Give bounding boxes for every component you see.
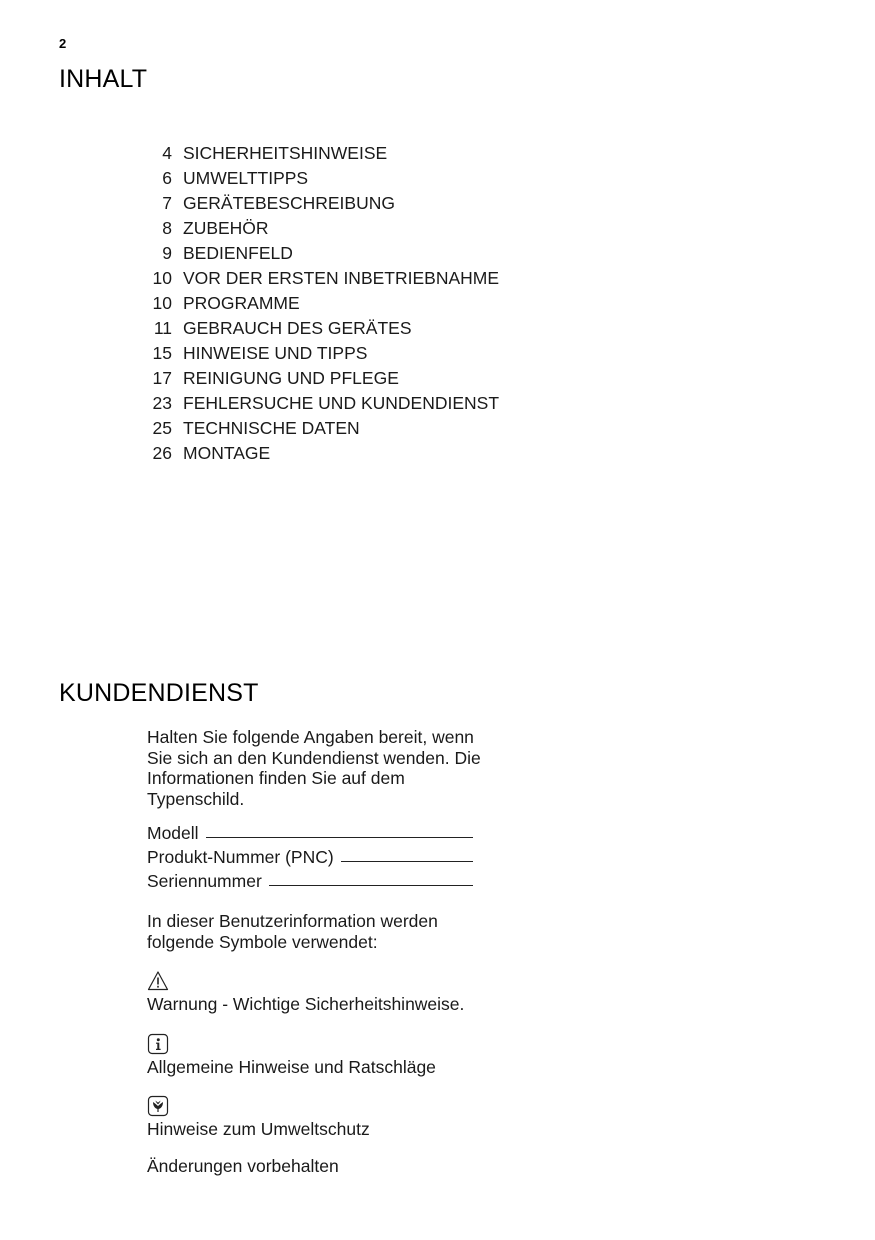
toc-page-number: 8 <box>162 218 172 238</box>
serial-label: Seriennummer <box>147 870 262 891</box>
pnc-line <box>341 861 473 862</box>
toc-entry-label: REINIGUNG UND PFLEGE <box>183 368 399 388</box>
pnc-label: Produkt-Nummer (PNC) <box>147 846 334 867</box>
toc-entry-label: GEBRAUCH DES GERÄTES <box>183 318 412 338</box>
toc-page-number: 4 <box>162 143 172 163</box>
toc-entry[interactable] <box>140 141 560 166</box>
toc-entry[interactable] <box>140 216 560 241</box>
changes-reserved-note: Änderungen vorbehalten <box>147 1155 339 1176</box>
service-intro: Halten Sie folgende Angaben bereit, wenn Sie sich an den Kundendienst wenden. Die Informationen finden Sie auf dem Typenschild. <box>147 727 481 809</box>
toc-entry[interactable] <box>140 166 560 191</box>
toc-entry[interactable] <box>140 416 560 441</box>
toc-entry-label: SICHERHEITSHINWEISE <box>183 143 388 163</box>
toc-page-number: 25 <box>152 418 172 438</box>
model-field <box>147 819 473 843</box>
toc-entry-label: GERÄTEBESCHREIBUNG <box>183 193 395 213</box>
symbols-intro: In dieser Benutzerinformation werden folgende Symbole verwendet: <box>147 911 438 952</box>
warning-triangle-icon <box>147 970 169 992</box>
warning-symbol-block <box>147 970 487 1015</box>
toc-page-number: 10 <box>152 268 172 288</box>
table-of-contents <box>140 141 560 466</box>
info-text: Allgemeine Hinweise und Ratschläge <box>147 1056 436 1077</box>
toc-entry-label: TECHNISCHE DATEN <box>183 418 360 438</box>
service-heading: KUNDENDIENST <box>59 679 259 707</box>
toc-entry-label: BEDIENFELD <box>183 243 293 263</box>
environment-symbol-block <box>147 1095 487 1140</box>
service-section <box>147 727 487 1176</box>
toc-entry[interactable] <box>140 241 560 266</box>
toc-entry[interactable] <box>140 366 560 391</box>
toc-entry-label: MONTAGE <box>183 443 271 463</box>
toc-entry-label: HINWEISE UND TIPPS <box>183 343 368 363</box>
device-info-fields <box>147 819 473 891</box>
toc-entry-label: FEHLERSUCHE UND KUNDENDIENST <box>183 393 500 413</box>
toc-page-number: 6 <box>162 168 172 188</box>
toc-page-number: 17 <box>152 368 172 388</box>
model-line <box>206 837 473 838</box>
info-icon <box>147 1033 169 1055</box>
info-symbol-block <box>147 1033 487 1078</box>
toc-heading: INHALT <box>59 65 148 93</box>
toc-entry[interactable] <box>140 291 560 316</box>
model-label: Modell <box>147 822 199 843</box>
toc-entry[interactable] <box>140 191 560 216</box>
toc-page-number: 23 <box>152 393 172 413</box>
toc-entry-label: PROGRAMME <box>183 293 300 313</box>
environment-text: Hinweise zum Umweltschutz <box>147 1119 370 1139</box>
toc-page-number: 10 <box>152 293 172 313</box>
toc-entry-label: ZUBEHÖR <box>183 218 269 238</box>
toc-entry[interactable] <box>140 316 560 341</box>
page-number: 2 <box>59 36 67 51</box>
serial-line <box>269 885 473 886</box>
warning-text: Warnung - Wichtige Sicherheitshinweise. <box>147 994 465 1014</box>
toc-entry[interactable] <box>140 266 560 291</box>
pnc-field <box>147 843 473 867</box>
environment-leaf-icon <box>147 1095 169 1117</box>
toc-page-number: 9 <box>162 243 172 263</box>
toc-page-number: 7 <box>162 193 172 213</box>
toc-entry[interactable] <box>140 341 560 366</box>
serial-field <box>147 867 473 891</box>
toc-page-number: 15 <box>152 343 172 363</box>
toc-entry-label: UMWELTTIPPS <box>183 168 309 188</box>
toc-entry[interactable] <box>140 441 560 466</box>
toc-entry-label: VOR DER ERSTEN INBETRIEBNAHME <box>183 268 500 288</box>
toc-page-number: 26 <box>152 443 172 463</box>
toc-page-number: 11 <box>153 318 172 338</box>
toc-entry[interactable] <box>140 391 560 416</box>
